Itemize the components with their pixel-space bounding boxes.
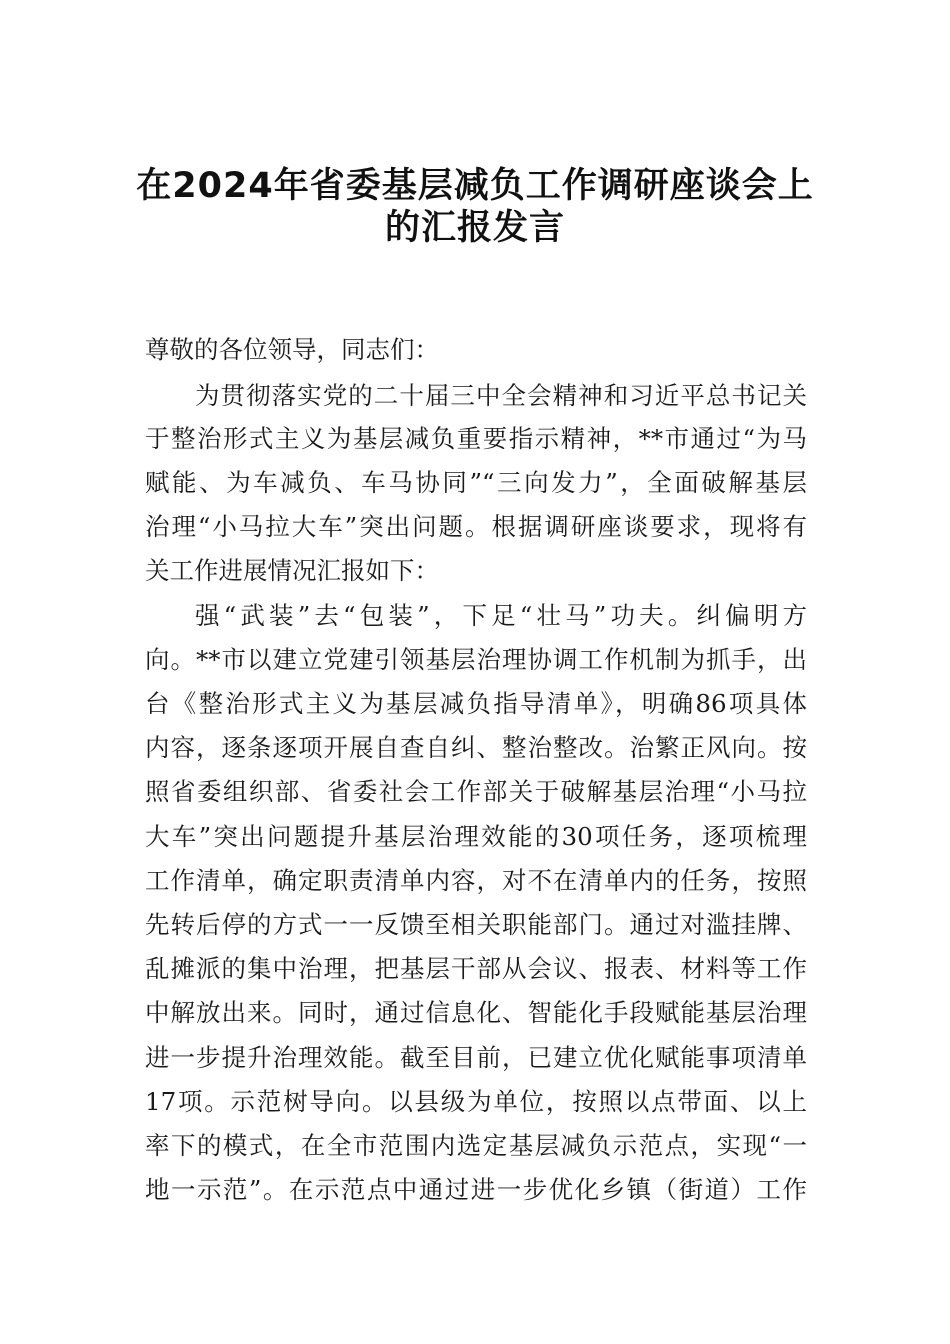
salutation: 尊敬的各位领导，同志们：	[145, 335, 439, 364]
body-line: 先转后停的方式一一反馈至相关职能部门。通过对滥挂牌、	[145, 910, 807, 939]
body-line: 乱摊派的集中治理，把基层干部从会议、报表、材料等工作	[145, 954, 807, 983]
body-line: 中解放出来。同时，通过信息化、智能化手段赋能基层治理	[145, 998, 807, 1027]
body-line: 地一示范”。在示范点中通过进一步优化乡镇（街道）工作	[145, 1175, 807, 1204]
body-line: 强“武装”去“包装”，下足“壮马”功夫。纠偏明方	[195, 601, 807, 630]
body-line: 治理“小马拉大车”突出问题。根据调研座谈要求，现将有	[145, 512, 807, 541]
body-line: 进一步提升治理效能。截至目前，已建立优化赋能事项清单	[145, 1043, 807, 1072]
body-line: 内容，逐条逐项开展自查自纠、整治整改。治繁正风向。按	[145, 733, 807, 762]
body-line: 照省委组织部、省委社会工作部关于破解基层治理“小马拉	[145, 777, 807, 806]
body-line: 于整治形式主义为基层减负重要指示精神，**市通过“为马	[145, 424, 807, 453]
body-line: 大车”突出问题提升基层治理效能的30项任务，逐项梳理	[145, 822, 807, 851]
body-line: 台《整治形式主义为基层减负指导清单》，明确86项具体	[145, 689, 807, 718]
body-line: 赋能、为车减负、车马协同”“三向发力”，全面破解基层	[145, 468, 807, 497]
body-line: 关工作进展情况汇报如下：	[145, 556, 439, 585]
document-title-line-2: 的汇报发言	[384, 208, 565, 248]
body-line: 向。**市以建立党建引领基层治理协调工作机制为抓手，出	[145, 645, 807, 674]
body-line: 为贯彻落实党的二十届三中全会精神和习近平总书记关	[195, 381, 807, 410]
body-line: 率下的模式，在全市范围内选定基层减负示范点，实现“一	[145, 1131, 807, 1160]
document-title-line-1: 在2024年省委基层减负工作调研座谈会上	[136, 166, 814, 206]
body-line: 工作清单，确定职责清单内容，对不在清单内的任务，按照	[145, 866, 807, 895]
body-line: 17项。示范树导向。以县级为单位，按照以点带面、以上	[145, 1087, 807, 1116]
